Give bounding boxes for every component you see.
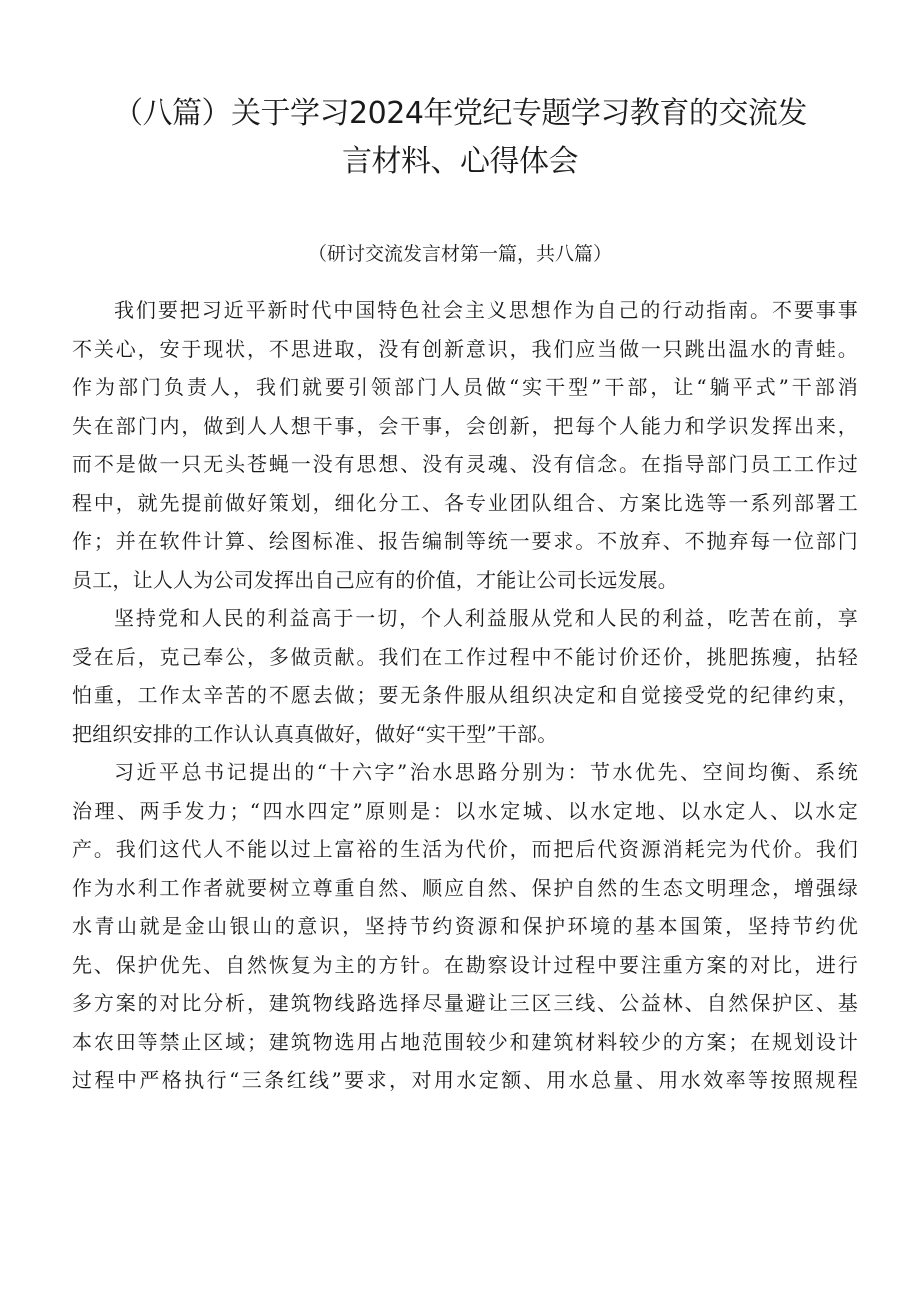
paragraph-line: 不关心，安于现状，不思进取，没有创新意识，我们应当做一只跳出温水的青蛙。 — [72, 336, 858, 361]
paragraph-line: 员工，让人人为公司发挥出自己应有的价值，才能让公司长远发展。 — [72, 567, 678, 592]
paragraph-line: 多方案的对比分析，建筑物线路选择尽量避让三区三线、公益林、自然保护区、基 — [72, 991, 858, 1015]
paragraph-line: 我们要把习近平新时代中国特色社会主义思想作为自己的行动指南。不要事事 — [114, 298, 858, 322]
paragraph-line: 而不是做一只无头苍蝇一没有思想、没有灵魂、没有信念。在指导部门员工工作过 — [72, 452, 858, 476]
paragraph-2 — [72, 599, 858, 753]
paragraph-line: 过程中严格执行“三条红线”要求，对用水定额、用水总量、用水效率等按照规程 — [72, 1068, 858, 1092]
document-subtitle: （研讨交流发言材第一篇，共八篇） — [307, 243, 612, 265]
document-title — [110, 90, 810, 186]
paragraph-line: 受在后，克己奉公，多做贡献。我们在工作过程中不能讨价还价，挑肥拣瘦，拈轻 — [72, 644, 858, 669]
paragraph-line: 产。我们这代人不能以过上富裕的生活为代价，而把后代资源消耗完为代价。我们 — [72, 837, 858, 861]
paragraph-line: 失在部门内，做到人人想干事，会干事，会创新，把每个人能力和学识发挥出来， — [72, 413, 858, 438]
paragraph-line: 作为部门负责人，我们就要引领部门人员做“实干型”干部，让“躺平式”干部消 — [72, 375, 858, 399]
document-title-line-2: 言材料、心得体会 — [342, 144, 578, 179]
body-spacer — [72, 253, 858, 291]
document-body — [72, 253, 858, 1100]
paragraph-line: 治理、两手发力；“四水四定”原则是：以水定城、以水定地、以水定人、以水定 — [72, 798, 858, 823]
document-title-line-1: （八篇）关于学习2024年党纪专题学习教育的交流发 — [113, 96, 807, 131]
paragraph-1 — [72, 291, 858, 599]
paragraph-line: 坚持党和人民的利益高于一切，个人利益服从党和人民的利益，吃苦在前，享 — [114, 606, 858, 630]
paragraph-line: 作为水利工作者就要树立尊重自然、顺应自然、保护自然的生态文明理念，增强绿 — [72, 875, 858, 900]
paragraph-line: 作；并在软件计算、绘图标准、报告编制等统一要求。不放弃、不抛弃每一位部门 — [72, 529, 858, 553]
paragraph-line: 先、保护优先、自然恢复为主的方针。在勘察设计过程中要注重方案的对比，进行 — [72, 952, 858, 977]
paragraph-line: 程中，就先提前做好策划，细化分工、各专业团队组合、方案比选等一系列部署工 — [72, 490, 858, 515]
paragraph-line: 怕重，工作太辛苦的不愿去做；要无条件服从组织决定和自觉接受党的纪律约束， — [72, 683, 858, 707]
paragraph-3 — [72, 753, 858, 1100]
paragraph-line: 把组织安排的工作认认真真做好，做好“实干型”干部。 — [72, 721, 558, 746]
paragraph-line: 习近平总书记提出的“十六字”治水思路分别为：节水优先、空间均衡、系统 — [114, 760, 858, 784]
paragraph-line: 水青山就是金山银山的意识，坚持节约资源和保护环境的基本国策，坚持节约优 — [72, 914, 858, 938]
paragraph-line: 本农田等禁止区域；建筑物选用占地范围较少和建筑材料较少的方案；在规划设计 — [72, 1029, 858, 1054]
